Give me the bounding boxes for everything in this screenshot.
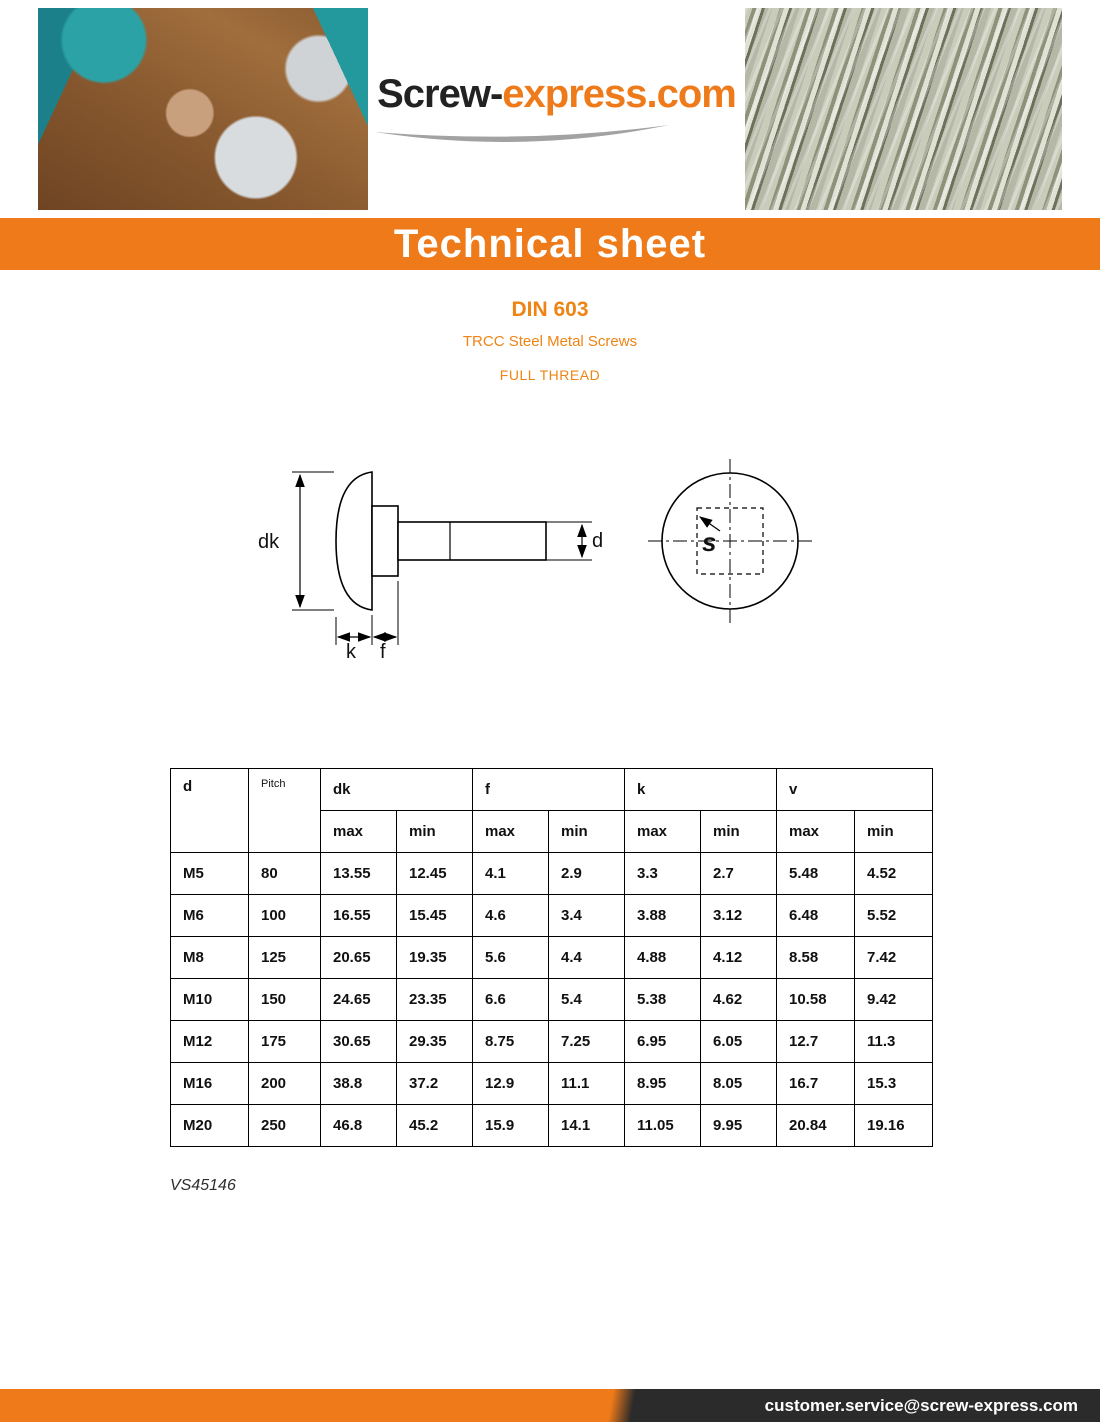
- table-row: [171, 1105, 933, 1147]
- dk-label: dk: [258, 531, 280, 553]
- cell-pitch: 80: [249, 853, 321, 895]
- cell-value: 6.48: [777, 895, 855, 937]
- cell-value: 4.12: [701, 937, 777, 979]
- cell-value: 4.52: [855, 853, 933, 895]
- cell-value: 6.05: [701, 1021, 777, 1063]
- subheader-max: max: [473, 811, 549, 853]
- standard-title: DIN 603: [511, 298, 589, 321]
- cell-value: 4.62: [701, 979, 777, 1021]
- cell-value: 2.9: [549, 853, 625, 895]
- cell-size: M12: [171, 1021, 249, 1063]
- spec-table: [170, 768, 933, 1147]
- table-row: [171, 895, 933, 937]
- cell-value: 12.9: [473, 1063, 549, 1105]
- cell-value: 6.6: [473, 979, 549, 1021]
- cell-value: 11.1: [549, 1063, 625, 1105]
- col-header-dk: dk: [321, 769, 473, 811]
- cell-value: 5.52: [855, 895, 933, 937]
- cell-size: M8: [171, 937, 249, 979]
- cell-value: 4.1: [473, 853, 549, 895]
- cell-value: 23.35: [397, 979, 473, 1021]
- cell-value: 8.05: [701, 1063, 777, 1105]
- cell-value: 8.58: [777, 937, 855, 979]
- subtitle: TRCC Steel Metal Screws: [462, 333, 638, 350]
- subheader-max: max: [625, 811, 701, 853]
- cell-pitch: 200: [249, 1063, 321, 1105]
- cell-pitch: 125: [249, 937, 321, 979]
- contact-email: customer.service@screw-express.com: [764, 1395, 1078, 1415]
- cell-value: 10.58: [777, 979, 855, 1021]
- footer-bar: [0, 1389, 1100, 1422]
- banner-title: Technical sheet: [0, 218, 1100, 270]
- subheader-max: max: [777, 811, 855, 853]
- cell-value: 12.7: [777, 1021, 855, 1063]
- cell-size: M5: [171, 853, 249, 895]
- cell-value: 5.6: [473, 937, 549, 979]
- cell-value: 4.88: [625, 937, 701, 979]
- cell-value: 7.42: [855, 937, 933, 979]
- cell-value: 7.25: [549, 1021, 625, 1063]
- cell-value: 4.4: [549, 937, 625, 979]
- cell-value: 9.42: [855, 979, 933, 1021]
- screws-photo: [745, 8, 1062, 210]
- cell-value: 15.9: [473, 1105, 549, 1147]
- d-label: d: [592, 530, 604, 552]
- cell-value: 19.16: [855, 1105, 933, 1147]
- cell-value: 38.8: [321, 1063, 397, 1105]
- table-row: [171, 979, 933, 1021]
- cell-value: 46.8: [321, 1105, 397, 1147]
- table-row: [171, 853, 933, 895]
- cell-pitch: 250: [249, 1105, 321, 1147]
- group-header-row: [171, 769, 933, 811]
- cell-value: 5.48: [777, 853, 855, 895]
- col-header-pitch: Pitch: [249, 769, 321, 853]
- cell-value: 5.38: [625, 979, 701, 1021]
- shank: [398, 522, 546, 560]
- cell-value: 3.4: [549, 895, 625, 937]
- cell-value: 13.55: [321, 853, 397, 895]
- cell-value: 9.95: [701, 1105, 777, 1147]
- cell-value: 37.2: [397, 1063, 473, 1105]
- cell-value: 20.65: [321, 937, 397, 979]
- workbench-photo: [38, 8, 368, 210]
- cell-value: 16.55: [321, 895, 397, 937]
- cell-size: M16: [171, 1063, 249, 1105]
- table-row: [171, 937, 933, 979]
- cell-pitch: 175: [249, 1021, 321, 1063]
- col-header-k: k: [625, 769, 777, 811]
- logo-swoosh-graphic: [372, 121, 672, 147]
- cell-value: 8.75: [473, 1021, 549, 1063]
- cell-value: 3.88: [625, 895, 701, 937]
- bolt-head-outline: [336, 472, 372, 610]
- cell-value: 11.05: [625, 1105, 701, 1147]
- cell-value: 2.7: [701, 853, 777, 895]
- subheader-min: min: [701, 811, 777, 853]
- cell-value: 12.45: [397, 853, 473, 895]
- table-row: [171, 1063, 933, 1105]
- carriage-bolt-diagram: [240, 445, 860, 660]
- technical-drawing: [0, 445, 1100, 660]
- thread-note: FULL THREAD: [499, 367, 601, 383]
- s-label: s: [702, 527, 717, 557]
- cell-value: 15.45: [397, 895, 473, 937]
- cell-value: 14.1: [549, 1105, 625, 1147]
- header: [38, 8, 1062, 210]
- col-header-v: v: [777, 769, 933, 811]
- logo-text: [377, 72, 736, 117]
- cell-value: 30.65: [321, 1021, 397, 1063]
- f-label: f: [380, 641, 386, 660]
- subheader-min: min: [397, 811, 473, 853]
- col-header-d: d: [171, 769, 249, 853]
- cell-value: 19.35: [397, 937, 473, 979]
- cell-value: 15.3: [855, 1063, 933, 1105]
- cell-value: 8.95: [625, 1063, 701, 1105]
- cell-value: 16.7: [777, 1063, 855, 1105]
- cell-size: M20: [171, 1105, 249, 1147]
- cell-value: 24.65: [321, 979, 397, 1021]
- cell-value: 20.84: [777, 1105, 855, 1147]
- cell-value: 11.3: [855, 1021, 933, 1063]
- cell-size: M10: [171, 979, 249, 1021]
- square-neck: [372, 506, 398, 576]
- cell-value: 6.95: [625, 1021, 701, 1063]
- cell-pitch: 150: [249, 979, 321, 1021]
- cell-pitch: 100: [249, 895, 321, 937]
- subheader-max: max: [321, 811, 397, 853]
- k-label: k: [346, 641, 356, 660]
- cell-size: M6: [171, 895, 249, 937]
- logo: [368, 8, 745, 210]
- cell-value: 29.35: [397, 1021, 473, 1063]
- table-row: [171, 1021, 933, 1063]
- logo-part-orange: express.com: [502, 71, 736, 116]
- cell-value: 5.4: [549, 979, 625, 1021]
- cell-value: 3.12: [701, 895, 777, 937]
- spec-table-body: [171, 853, 933, 1147]
- subheader-min: min: [549, 811, 625, 853]
- logo-part-black: Screw-: [377, 71, 503, 116]
- reference-code: VS45146: [170, 1177, 236, 1194]
- subheader-min: min: [855, 811, 933, 853]
- cell-value: 45.2: [397, 1105, 473, 1147]
- cell-value: 4.6: [473, 895, 549, 937]
- cell-value: 3.3: [625, 853, 701, 895]
- col-header-f: f: [473, 769, 625, 811]
